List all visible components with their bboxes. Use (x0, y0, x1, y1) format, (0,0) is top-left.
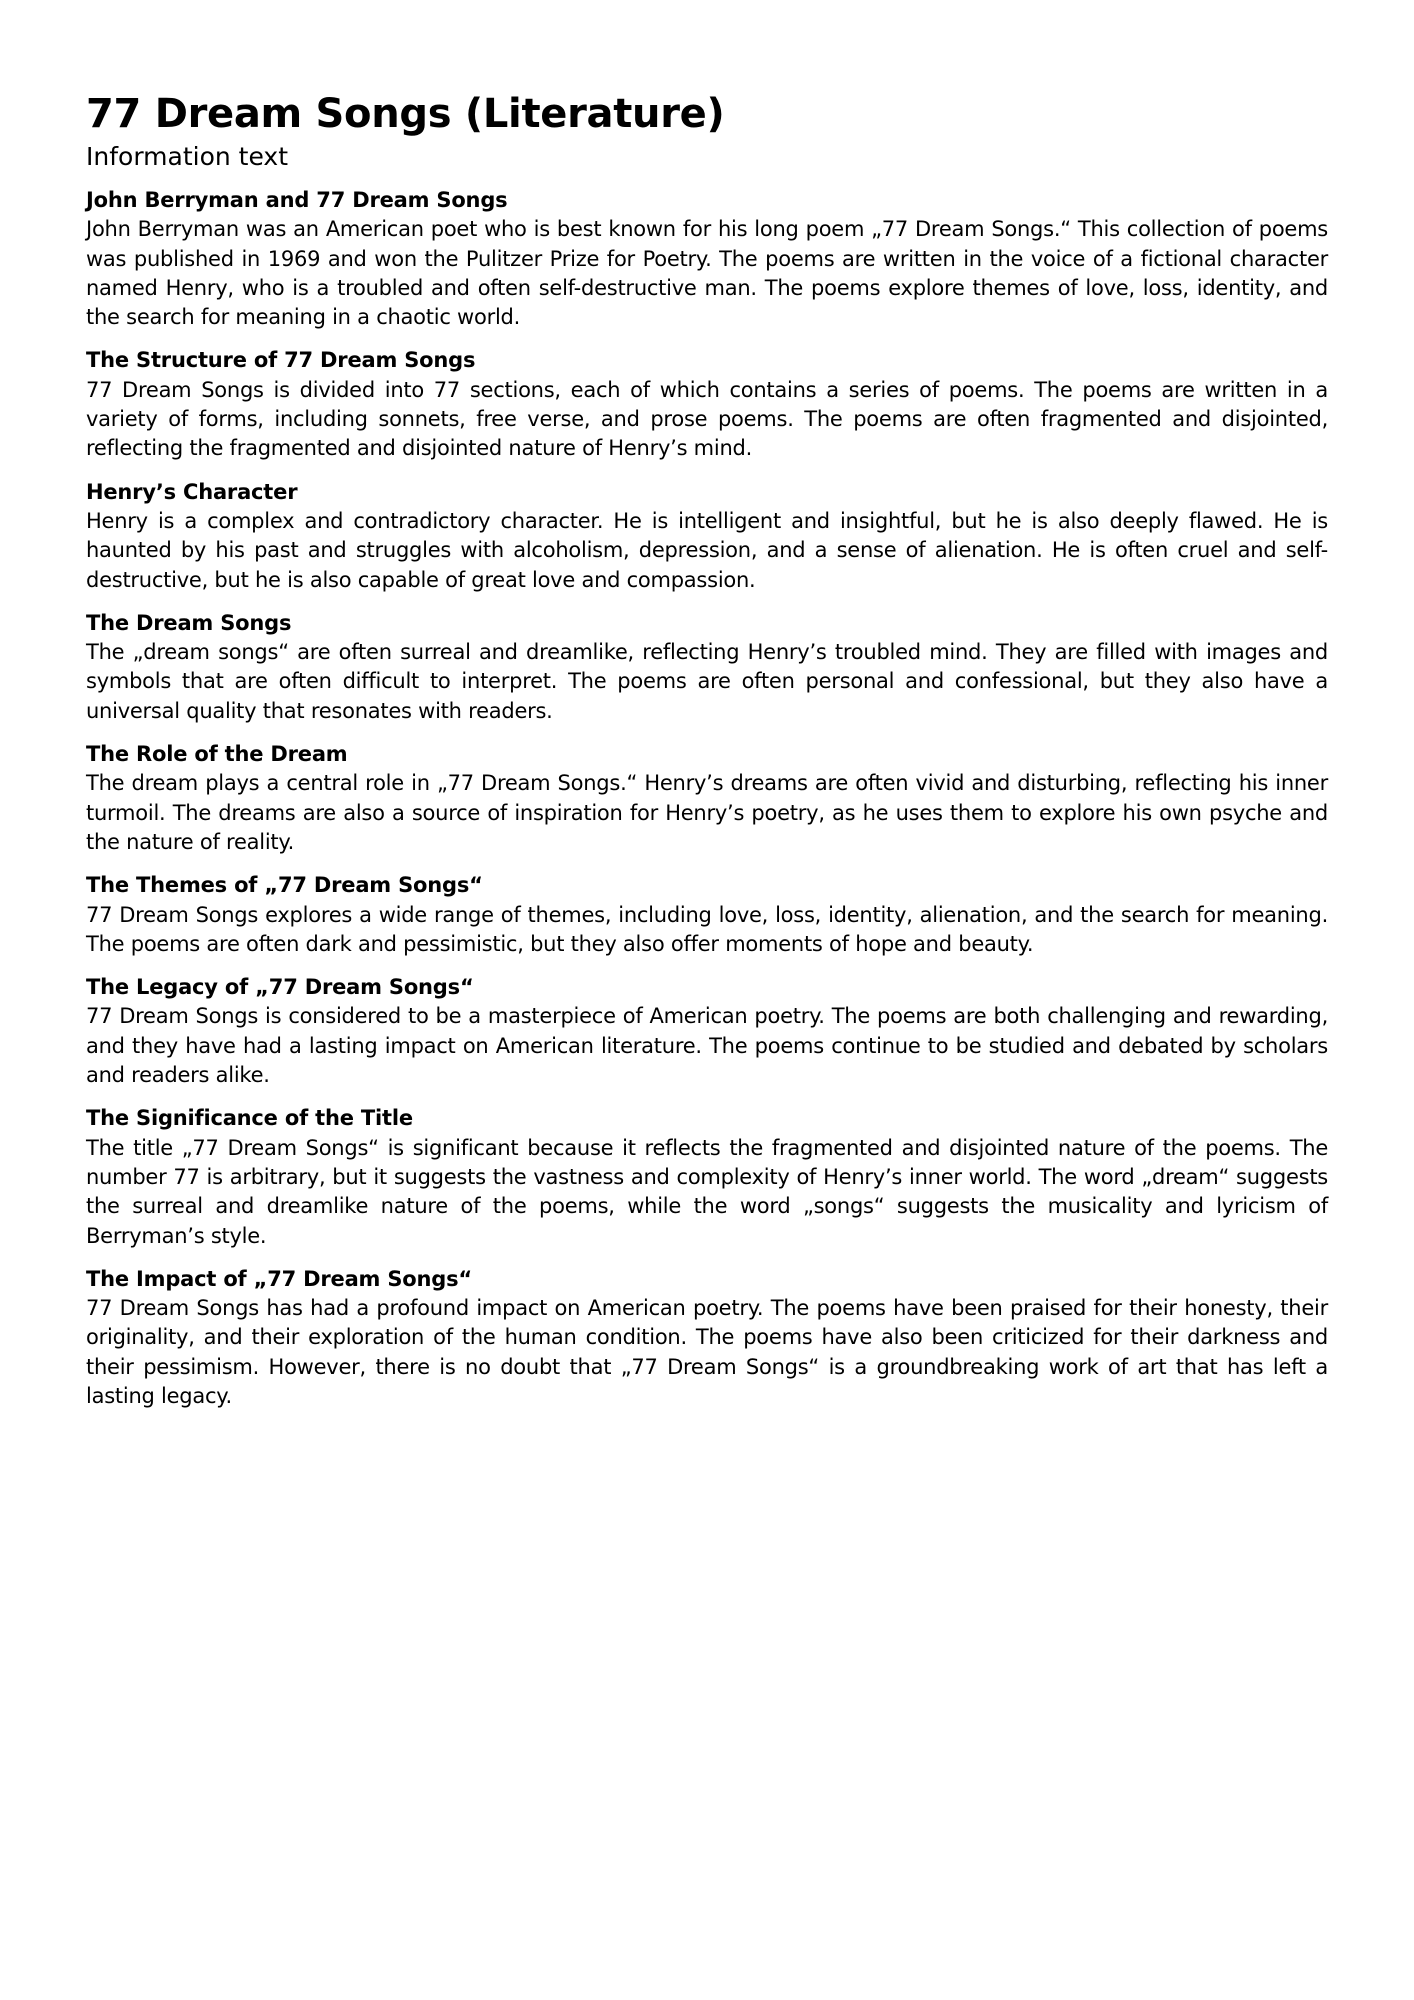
section-body: 77 Dream Songs is divided into 77 sections, each of which contains a series of poems. The poems are written in a variety of forms, including sonnets, free verse, and prose poems. The poems are often fragmented and disjointed, reflecting the fragmented and disjointed nature of Henry’s mind. (86, 377, 1328, 461)
section-body: Henry is a complex and contradictory character. He is intelligent and insightful, but he is also deeply flawed. He is haunted by his past and struggles with alcoholism, depression, and a sense of alienation. He is often cruel and self-destructive, but he is also capable of great love and compassion. (86, 508, 1328, 592)
section-title-significance (86, 1104, 1328, 1250)
section-heading: The Structure of 77 Dream Songs (86, 348, 476, 373)
section-body: 77 Dream Songs explores a wide range of themes, including love, loss, identity, alienation, and the search for meaning. The poems are often dark and pessimistic, but they also offer moments of hope and beauty. (86, 902, 1328, 956)
section-impact (86, 1265, 1328, 1411)
section-heading: The Impact of „77 Dream Songs“ (86, 1266, 472, 1291)
section-structure (86, 346, 1328, 463)
section-role-of-dream (86, 740, 1328, 857)
document-subtitle: Information text (86, 142, 289, 171)
section-themes (86, 871, 1328, 959)
section-body: 77 Dream Songs is considered to be a masterpiece of American poetry. The poems are both challenging and rewarding, and they have had a lasting impact on American literature. The poems continue to be studied and debated by scholars and readers alike. (86, 1004, 1328, 1088)
section-body: The title „77 Dream Songs“ is significant because it reflects the fragmented and disjointed nature of the poems. The number 77 is arbitrary, but it suggests the vastness and complexity of Henry’s inner world. The word „dream“ suggests the surreal and dreamlike nature of the poems, while the word „songs“ suggests the musicality and lyricism of Berryman’s style. (86, 1135, 1328, 1248)
section-heading: The Themes of „77 Dream Songs“ (86, 873, 483, 898)
section-body: The dream plays a central role in „77 Dream Songs.“ Henry’s dreams are often vivid and disturbing, reflecting his inner turmoil. The dreams are also a source of inspiration for Henry’s poetry, as he uses them to explore his own psyche and the nature of reality. (86, 771, 1328, 854)
section-heading: John Berryman and 77 Dream Songs (86, 188, 508, 212)
section-berryman (86, 186, 1328, 332)
section-heading: The Dream Songs (86, 610, 292, 635)
section-heading: Henry’s Character (86, 479, 298, 504)
section-dream-songs (86, 609, 1328, 726)
section-heading: The Role of the Dream (86, 742, 348, 767)
section-heading: The Legacy of „77 Dream Songs“ (86, 975, 474, 1000)
section-body: John Berryman was an American poet who is best known for his long poem „77 Dream Songs.“ This collection of poems was published in 1969 and won the Pulitzer Prize for Poetry. The poems are written in the voice of a fictional character named Henry, who is a troubled and often self-destructive man. The poems explore themes of love, loss, identity, and the search for meaning in a chaotic world. (86, 217, 1328, 330)
section-body: 77 Dream Songs has had a profound impact on American poetry. The poems have been praised for their honesty, their originality, and their exploration of the human condition. The poems have also been criticized for their darkness and their pessimism. However, there is no doubt that „77 Dream Songs“ is a groundbreaking work of art that has left a lasting legacy. (86, 1296, 1328, 1408)
section-body: The „dream songs“ are often surreal and dreamlike, reflecting Henry’s troubled mind. They are filled with images and symbols that are often difficult to interpret. The poems are often personal and confessional, but they also have a universal quality that resonates with readers. (86, 640, 1328, 723)
document-title: 77 Dream Songs (Literature) (86, 91, 725, 137)
section-heading: The Significance of the Title (86, 1106, 413, 1131)
section-legacy (86, 973, 1328, 1090)
section-henry-character (86, 478, 1328, 595)
